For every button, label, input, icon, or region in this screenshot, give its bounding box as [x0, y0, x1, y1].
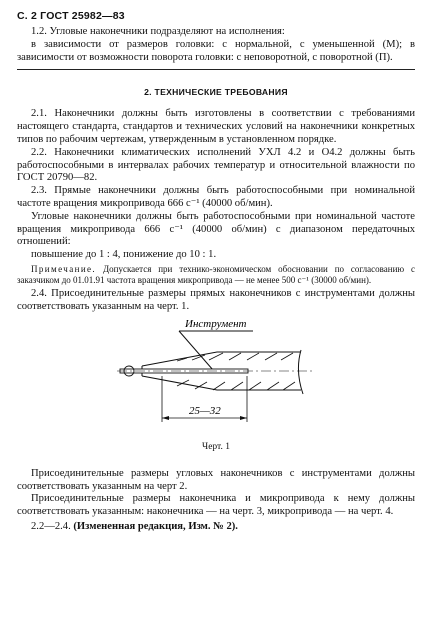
dim-arrow-left [162, 416, 169, 420]
break-line [298, 350, 303, 394]
paragraph-2-2: 2.2. Наконечники климатических исполнений УХЛ 4.2 и О4.2 должны быть работоспособными в интервалах рабочих температур и относительной влажности по ГОСТ 20790—82. [17, 146, 415, 184]
note [17, 264, 415, 285]
note-text: Допускается при технико-экономическом обосновании по согласованию с заказчиком до 01.01.91 частота вращения микропривода — не менее 500 с⁻¹ (30000 об/мин). [17, 263, 416, 285]
amendment-number: 2.2—2.4. [31, 520, 71, 532]
paragraph-2-3: 2.3. Прямые наконечники должны быть работоспособными при номинальной частоте вращения микропривода 666 с⁻¹ (40000 об/мин). [17, 185, 415, 209]
dimension-value: 25—32 [189, 404, 221, 417]
page-header: С. 2 ГОСТ 25982—83 [17, 10, 125, 22]
dim-arrow-right [240, 416, 247, 420]
document-page [17, 10, 415, 534]
figure-label-instrument: Инструмент [185, 317, 247, 330]
amendment-text: (Измененная редакция, Изм. № 2). [73, 520, 238, 532]
paragraph-2-4-angular: Присоединительные размеры угловых наконечников с инструментами должны соответствовать указанным на черт 2. [17, 467, 415, 492]
figure-1-drawing [17, 314, 415, 442]
paragraph-amendment [17, 521, 415, 534]
section-divider [17, 69, 415, 70]
paragraph-1-2-detail: в зависимости от размеров головки: с нормальной, с уменьшенной (М); в зависимости от возможности поворота головки: с неповоротной, с поворотной (П). [17, 38, 415, 63]
section-title: 2. ТЕХНИЧЕСКИЕ ТРЕБОВАНИЯ [144, 87, 288, 98]
paragraph-2-1: 2.1. Наконечники должны быть изготовлены в соответствии с требованиями настоящего стандарта, стандартов и технических условий на наконечники конкретных типов по рабочим чертежам, утвержденным в установленном порядке. [17, 108, 415, 145]
leader-line-diag [179, 331, 213, 370]
paragraph-1-2: 1.2. Угловые наконечники подразделяют на исполнения: [31, 26, 285, 37]
paragraph-2-4: 2.4. Присоединительные размеры прямых наконечников с инструментами должны соответствовать указанным на черт. 1. [17, 288, 415, 312]
figure-caption: Черт. 1 [202, 441, 230, 452]
paragraph-2-3-angular: Угловые наконечники должны быть работоспособными при номинальной частоте вращения микропривода 666 с⁻¹ (40000 об/мин) с диапазоном передаточных отношений: [17, 210, 415, 248]
note-label: Примечание. [31, 263, 97, 274]
paragraph-2-3-ratio: повышение до 1 : 4, понижение до 10 : 1. [31, 249, 217, 261]
paragraph-2-4-micro: Присоединительные размеры наконечника и микропривода к нему должны соответствовать указанным: наконечника — на черт. 3, микропривода — на черт. 4. [17, 493, 415, 518]
